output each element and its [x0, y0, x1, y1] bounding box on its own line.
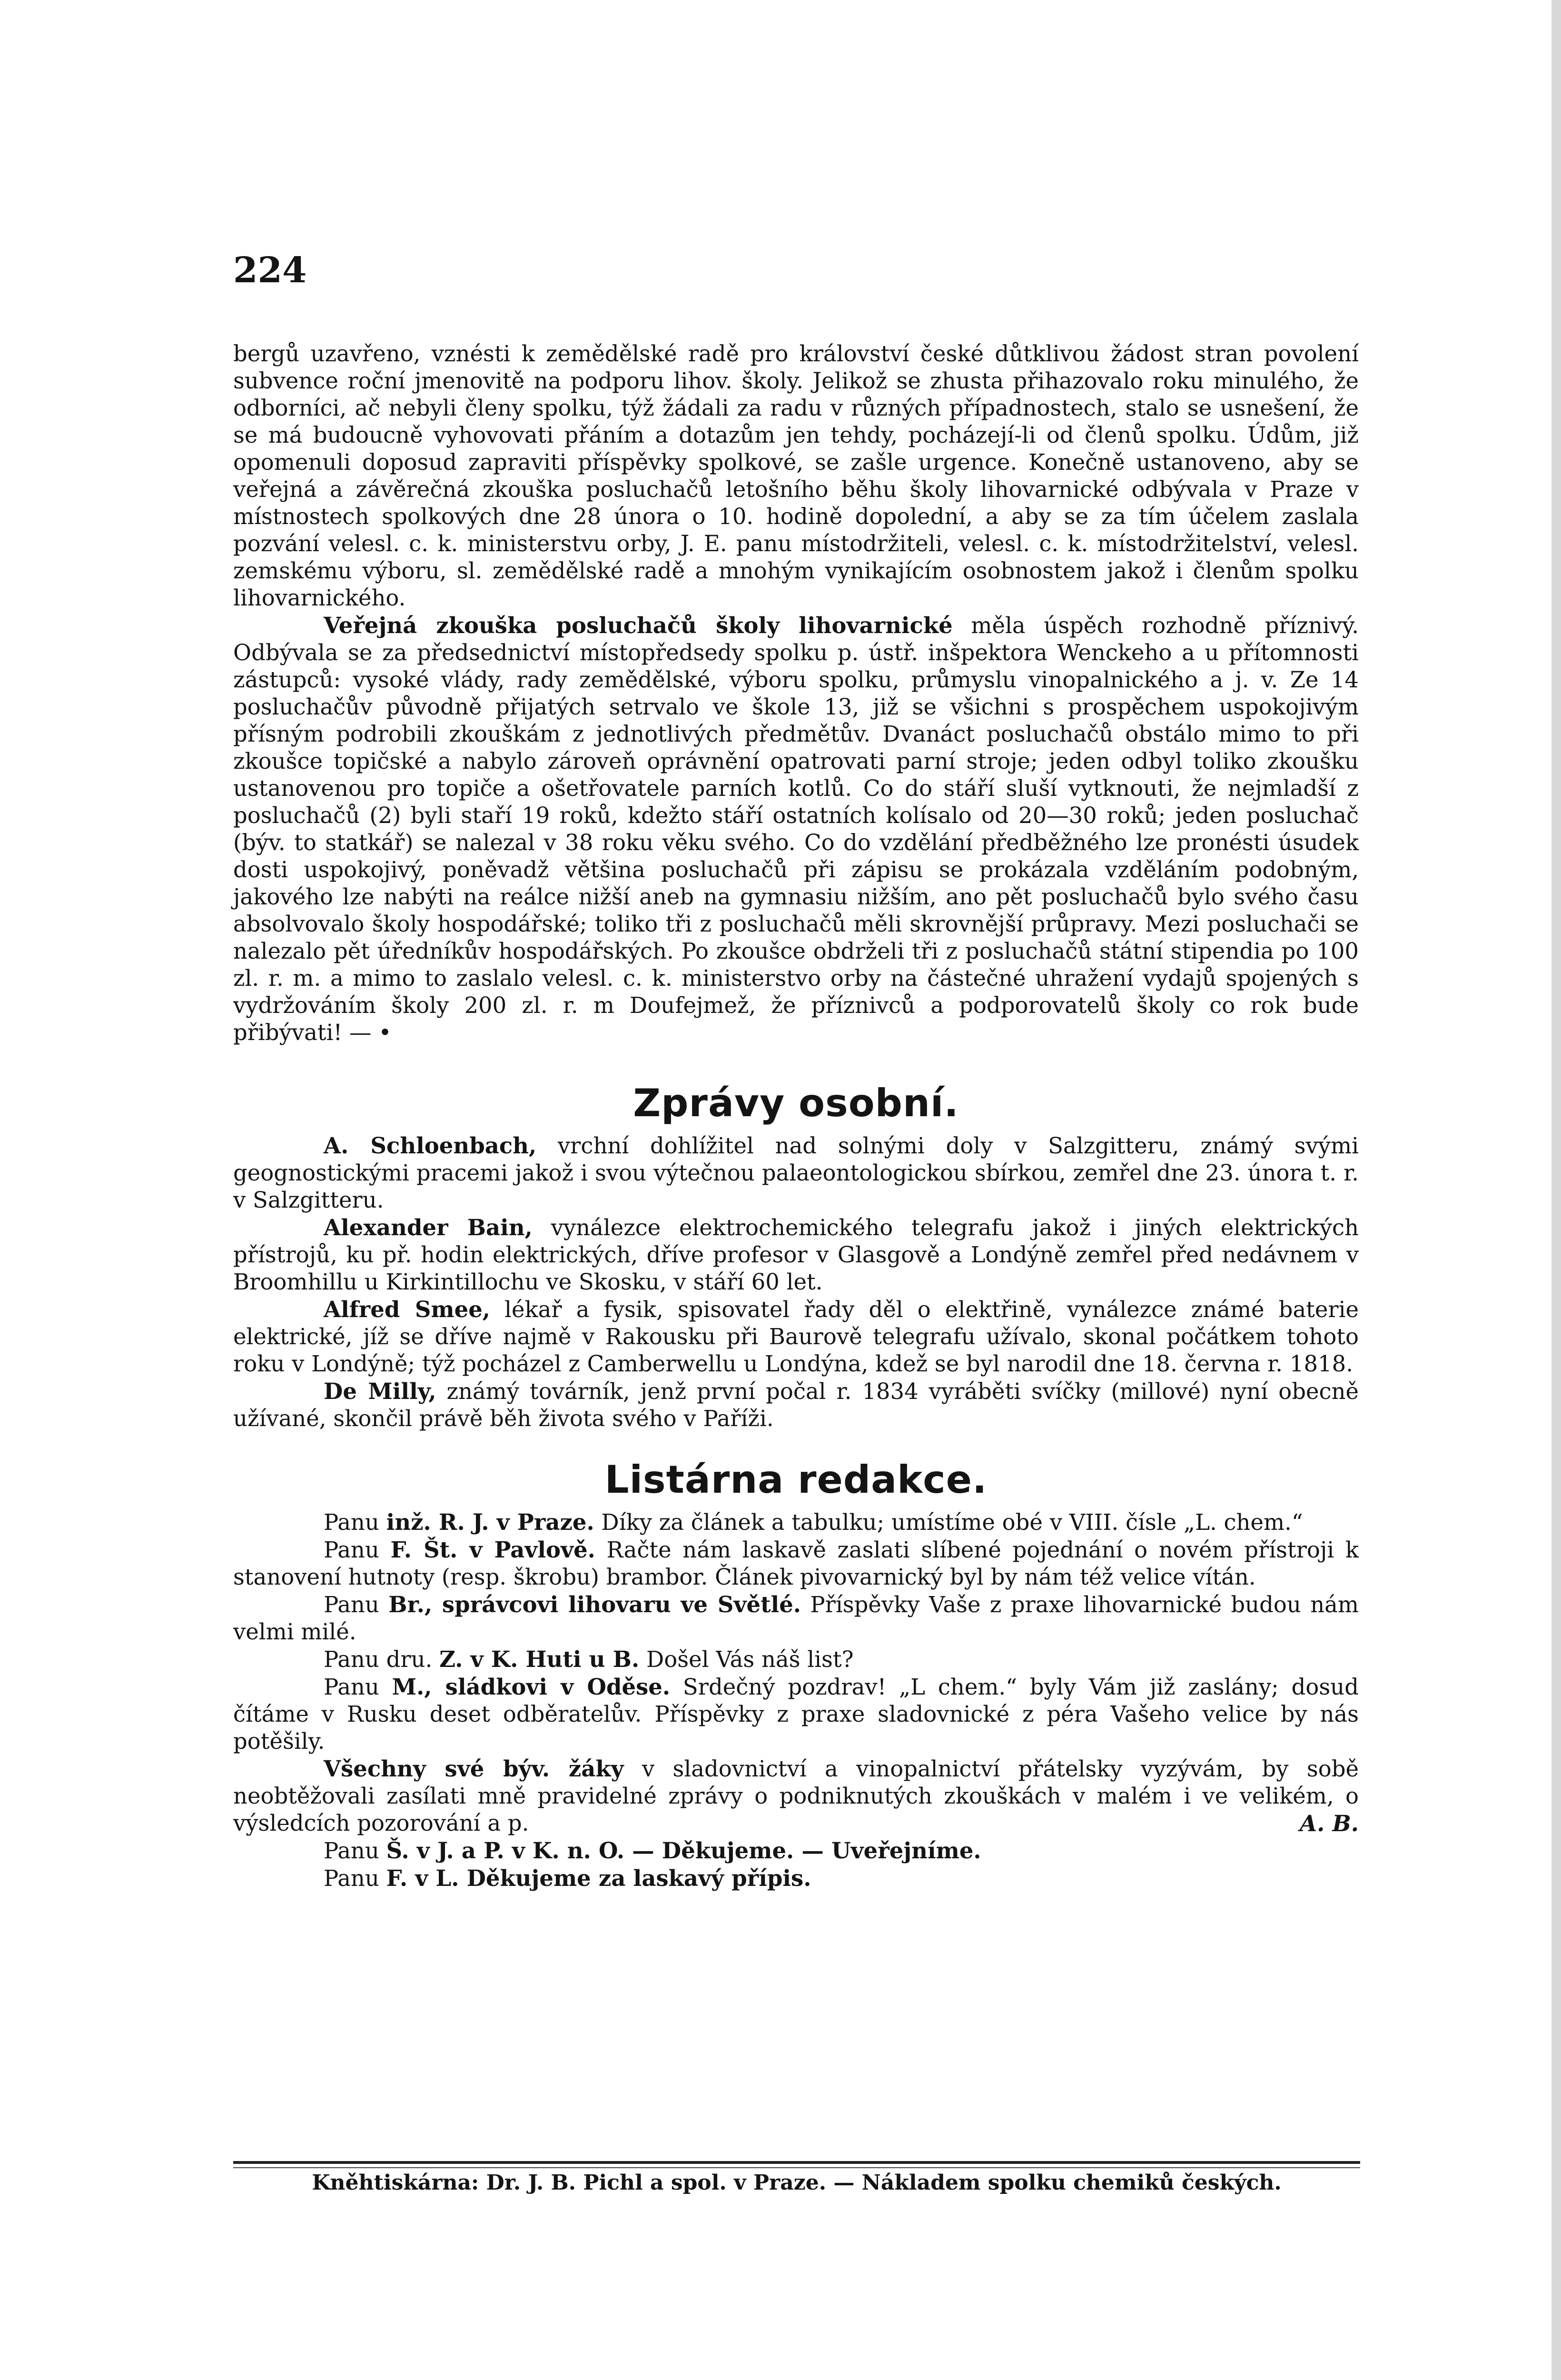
- letter-text: Příspěvky Vaše z praxe lihovarnické budou nám velmi milé.: [233, 1592, 1359, 1645]
- page-body: [233, 340, 1359, 1892]
- exam-text: měla úspěch rozhodně příznivý. Odbývala se za předsednictví místopředsedy spolku p. ústř. inšpektora Wenckeho a u přítomnosti zástupců: vysoké vlády, rady zemědělské, výboru spolku, průmyslu vinopalnického a j. v. Ze 14 posluchačův původně přijatých setrvalo ve škole 13, již se všichni s prospěchem uspokojivým přísným podrobili zkouškám z jednotlivých předmětův. Dvanáct posluchačů obstálo mimo to při zkoušce topičské a nabylo zároveň oprávnění opatrovati parní stroje; jeden odbyl toliko zkoušku ustanovenou pro topiče a ošetřovatele parních kotlů. Co do stáří sluší vytknouti, že nejmladší z posluchačů (2) byli staří 19 roků, kdežto stáří ostatních kolísalo od 20—30 roků; jeden posluchač (býv. to statkář) se nalezal v 38 roku věku svého. Co do vzdělání předběžného lze pronésti úsudek dosti uspokojivý, poněvadž většina posluchačů při zápisu se prokázala vzděláním podobným, jakového lze nabýti na reálce nižší aneb na gymnasiu nižším, ano pět posluchačů bylo svého času absolvovalo školy hospodářské; toliko tři z posluchačů měli skrovnější průpravy. Mezi posluchači se nalezalo pět úředníkův hospodářských. Po zkoušce obdrželi tři z posluchačů státní stipendia po 100 zl. r. m. a mimo to zaslalo velesl. c. k. ministerstvo orby na částečné uhražení vydajů spojených s vydržováním školy 200 zl. r. m Doufejmež, že příznivců a podporovatelů školy co rok bude přibývati! — •: [233, 613, 1359, 1045]
- letter-prefix: Panu dru.: [324, 1646, 440, 1672]
- news-text: vynálezce elektrochemického telegrafu jakož i jiných elektrických přístrojů, ku př. hodin elektrických, dříve profesor v Glasgově a Londýně zemřel před nedávnem v Broomhillu u Kirkintillochu ve Skosku, v stáří 60 let.: [233, 1215, 1359, 1295]
- letters-heading: Listárna redakce.: [604, 1458, 988, 1502]
- letter-recipient: Všechny své býv. žáky: [324, 1755, 624, 1782]
- signature: A. B.: [1300, 1810, 1359, 1836]
- letter-text: Došel Vás náš list?: [639, 1646, 854, 1672]
- news-item: [233, 1296, 1359, 1378]
- page-number: 224: [233, 250, 307, 291]
- news-name: Alexander Bain,: [324, 1214, 533, 1240]
- news-text: lékař a fysik, spisovatel řady děl o elektřině, vynálezce známé baterie elektrické, jíž se dříve najmě v Rakousku při Baurově telegrafu užívalo, skonal počátkem tohoto roku v Londýně; týž pocházel z Camberwellu u Londýna, kdež se byl narodil dne 18. června r. 1818.: [233, 1297, 1359, 1377]
- letter-text: Díky za článek a tabulku; umístíme obé v VIII. čísle „L. chem.“: [594, 1509, 1303, 1535]
- news-item: [233, 1378, 1359, 1432]
- news-name: De Milly,: [324, 1378, 436, 1404]
- letter-recipient: Š. v J. a P. v K. n. O.: [386, 1837, 625, 1864]
- letter-item: [233, 1536, 1359, 1591]
- article-paragraph-1: bergů uzavřeno, vznésti k zemědělské radě pro království české důtklivou žádost stran povolení subvence roční jmenovitě na podporu lihov. školy. Jelikož se zhusta přihazovalo roku minulého, že odborníci, ač nebyli členy spolku, týž žádali za radu v různých případnostech, stalo se usnešení, že se má budoucně vyhovovati přáním a dotazům jen tehdy, pocházejí-li od členů spolku. Údům, již opomenuli doposud zapraviti příspěvky spolkové, se zašle urgence. Konečně ustanoveno, aby se veřejná a závěrečná zkouška posluchačů letošního běhu školy lihovarnické odbývala v Praze v místnostech spolkových dne 28 února o 10. hodině dopolední, a aby se za tím účelem zaslala pozvání velesl. c. k. ministerstvu orby, J. E. panu místodržiteli, velesl. c. k. místodržitelství, velesl. zemskému výboru, sl. zemědělské radě a mnohým vynikajícím osobnostem jakož i členům spolku lihovarnického.: [233, 341, 1359, 611]
- scan-edge: [1551, 0, 1561, 2380]
- footer-rule: [233, 2161, 1360, 2164]
- letter-text: — Děkujeme. — Uveřejníme.: [624, 1837, 981, 1864]
- letter-prefix: Panu: [324, 1674, 392, 1700]
- letter-recipient: Br., správcovi lihovaru ve Světlé.: [388, 1591, 801, 1617]
- exam-lead: Veřejná zkouška posluchačů školy lihovarnické: [324, 612, 953, 638]
- letter-item: [233, 1755, 1359, 1837]
- letter-recipient: inž. R. J. v Praze.: [386, 1509, 594, 1535]
- letter-item: [233, 1591, 1359, 1646]
- news-name: Alfred Smee,: [324, 1296, 490, 1322]
- letter-prefix: Panu: [324, 1509, 386, 1535]
- printer-imprint: Kněhtiskárna: Dr. J. B. Pichl a spol. v Praze. — Nákladem spolku chemiků českých.: [312, 2171, 1282, 2195]
- news-text: známý továrník, jenž první počal r. 1834 vyráběti svíčky (millové) nyní obecně užívané, skončil právě běh života svého v Paříži.: [233, 1378, 1359, 1431]
- article-paragraph-2: [233, 612, 1359, 1046]
- news-item: [233, 1132, 1359, 1214]
- letter-text: v sladovnictví a vinopalnictví přátelsky vyzývám, by sobě neobtěžovali zasílati mně pravidelné zprávy o podniknutých zkouškách v malém i ve velikém, o výsledcích pozorování a p.: [233, 1756, 1359, 1836]
- letter-prefix: Panu: [324, 1838, 386, 1864]
- letter-recipient: F. Št. v Pavlově.: [390, 1537, 595, 1563]
- news-text: vrchní dohlížitel nad solnými doly v Salzgitteru, známý svými geognostickými pracemi jakož i svou výtečnou palaeontologickou sbírkou, zemřel dne 23. února t. r. v Salzgitteru.: [233, 1133, 1359, 1213]
- letter-prefix: Panu: [324, 1537, 391, 1563]
- letter-item: [233, 1673, 1359, 1755]
- letter-recipient: Z. v K. Huti u B.: [439, 1646, 640, 1672]
- letter-item: [233, 1837, 1359, 1864]
- letter-text: Račte nám laskavě zaslati slíbené pojednání o novém přístroji k stanovení hutnoty (resp. škrobu) brambor. Článek pivovarnický byl by nám též velice vítán.: [233, 1537, 1359, 1590]
- letter-recipient: M., sládkovi v Oděse.: [392, 1674, 671, 1700]
- news-name: A. Schloenbach,: [324, 1132, 537, 1159]
- personal-news-heading: Zprávy osobní.: [633, 1081, 959, 1125]
- letter-text: Děkujeme za laskavý přípis.: [459, 1865, 811, 1891]
- letter-item: [233, 1508, 1359, 1536]
- letter-prefix: Panu: [324, 1592, 389, 1617]
- letter-recipient: F. v L.: [386, 1865, 459, 1891]
- news-item: [233, 1214, 1359, 1296]
- letter-item: [233, 1864, 1359, 1892]
- letter-text: Srdečný pozdrav! „L chem.“ byly Vám již zaslány; dosud čítáme v Rusku deset odběratelův. Příspěvky z praxe sladovnické z péra Vašeho velice by nás potěšily.: [233, 1674, 1359, 1754]
- letter-prefix: Panu: [324, 1865, 386, 1891]
- letter-item: [233, 1646, 1359, 1673]
- footer-rule-thin: [233, 2167, 1360, 2168]
